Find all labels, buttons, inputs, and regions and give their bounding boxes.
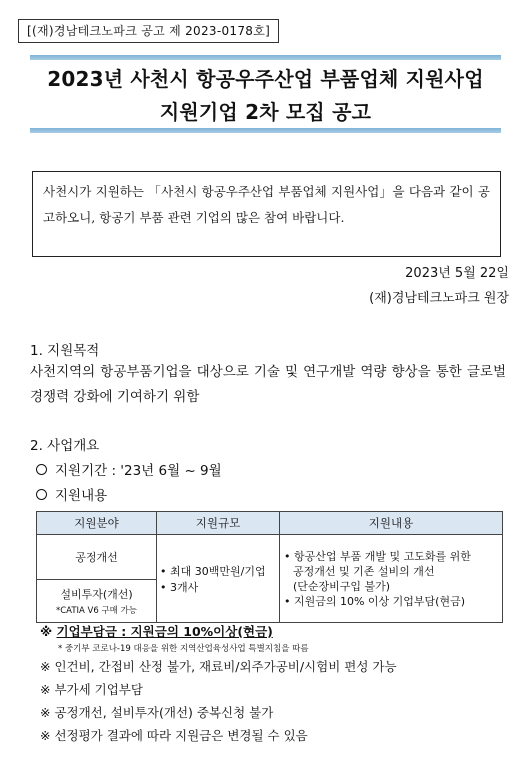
support-content-item <box>36 484 107 504</box>
note-no-duplicate: ※ 공정개선, 설비투자(개선) 중복신청 불가 <box>40 705 274 720</box>
content-line: (단순장비구입 불가) <box>293 579 391 593</box>
intro-box <box>32 171 501 257</box>
intro-text: 사천시가 지원하는 「사천시 항공우주산업 부품업체 지원사업」을 다음과 같이 공고하오니, 항공기 부품 관련 기업의 많은 참여 바랍니다. <box>43 184 490 225</box>
note-company-share <box>40 622 273 640</box>
table-header-scale: 지원규모 <box>157 512 280 535</box>
table-header-field: 지원분야 <box>37 512 157 535</box>
field-equipment-note: *CATIA V6 구매 가능 <box>55 606 138 616</box>
note-company-share-sub: * 중기부 코로나-19 대응을 위한 지역산업육성사업 특별지침을 따름 <box>58 644 309 654</box>
table-cell-content <box>280 535 503 623</box>
announcement-reference: [(재)경남테크노파크 공고 제 2023-0178호] <box>18 19 279 43</box>
support-content-label: 지원내용 <box>55 488 108 504</box>
page-title-line2: 지원기업 2차 모집 공고 <box>159 100 372 124</box>
support-table <box>36 511 503 623</box>
announcement-date: 2023년 5월 22일 <box>405 266 509 281</box>
table-cell-field-equipment <box>37 580 157 623</box>
table-header-content: 지원내용 <box>280 512 503 535</box>
content-line: • 지원금의 10% 이상 기업부담(현금) <box>284 594 466 608</box>
title-top-bar <box>30 55 501 60</box>
content-line: 공정개선 및 기존 설비의 개선 <box>293 564 435 578</box>
note-vat: ※ 부가세 기업부담 <box>40 682 143 697</box>
field-equipment-label: 설비투자(개선) <box>60 588 133 601</box>
note-amount-change: ※ 선정평가 결과에 따라 지원금은 변경될 수 있음 <box>40 728 308 743</box>
note-expense-rules: ※ 인건비, 간접비 산정 불가, 재료비/외주가공비/시험비 편성 가능 <box>40 659 397 674</box>
support-period-text: 지원기간 : '23년 6월 ~ 9월 <box>55 463 222 479</box>
circle-bullet-icon <box>36 489 47 500</box>
section1-body: 사천지역의 항공부품기업을 대상으로 기술 및 연구개발 역량 향상을 통한 글로벌 경쟁력 강화에 기여하기 위함 <box>30 364 506 405</box>
scale-line: • 최대 30백만원/기업 <box>160 564 266 578</box>
field-process-label: 공정개선 <box>75 551 118 564</box>
table-row <box>37 535 503 580</box>
page-title-line1: 2023년 사천시 항공우주산업 부품업체 지원사업 <box>47 67 484 91</box>
scale-line: • 3개사 <box>160 580 199 594</box>
table-cell-field-process <box>37 535 157 580</box>
note-mark: ※ <box>40 624 53 639</box>
announcing-organization: (재)경남테크노파크 원장 <box>369 291 509 306</box>
content-line: • 항공산업 부품 개발 및 고도화를 위한 <box>284 549 471 563</box>
section2-heading: 2. 사업개요 <box>30 438 100 454</box>
section1-heading: 1. 지원목적 <box>30 343 100 359</box>
table-cell-scale <box>157 535 280 623</box>
circle-bullet-icon <box>36 464 47 475</box>
note-company-share-text: 기업부담금 : 지원금의 10%이상(현금) <box>56 624 273 639</box>
title-bottom-bar <box>30 128 501 133</box>
table-header-row <box>37 512 503 535</box>
support-period-item <box>36 459 222 479</box>
